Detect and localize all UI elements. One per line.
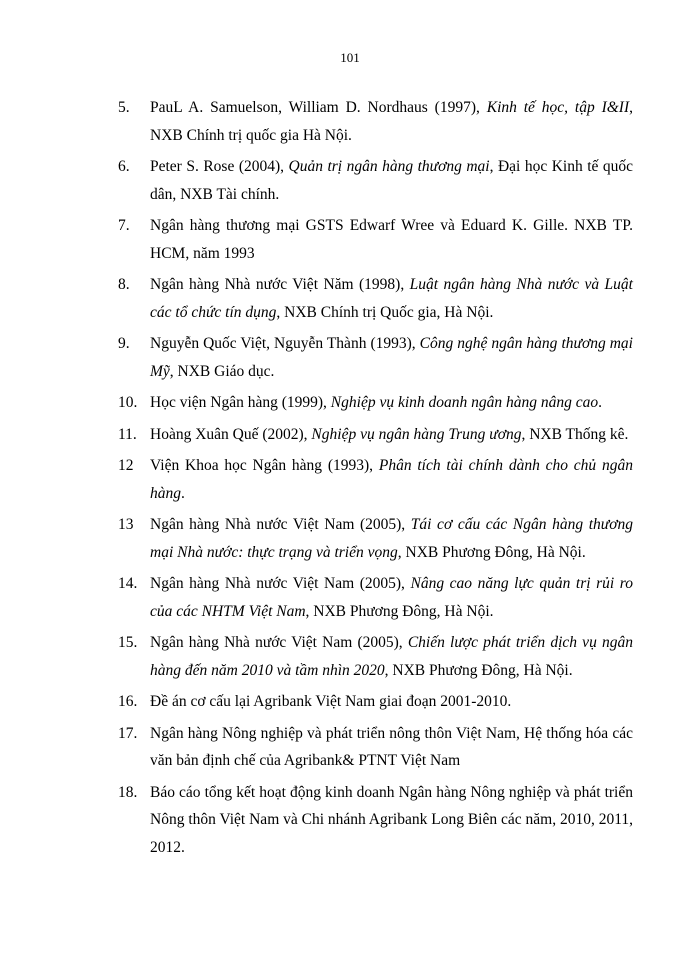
reference-text [150,784,633,856]
reference-segment: Ngân hàng Nhà nước Việt Nam (2005), [150,575,411,592]
reference-item [118,94,633,149]
reference-item [118,779,633,862]
reference-segment: , NXB Phương Đông, Hà Nội. [305,602,494,620]
reference-text [150,634,633,679]
reference-segment: PauL A. Samuelson, William D. Nordhaus (1997), [150,99,487,116]
reference-segment: , NXB Chính trị Quốc gia, Hà Nội. [276,303,494,321]
reference-item [118,629,633,684]
reference-text [150,693,511,710]
reference-segment: Ngân hàng Nhà nước Việt Nam (2005), [150,634,408,651]
page-number: 101 [340,50,360,65]
reference-number: 13 [118,516,134,533]
reference-number: 10. [118,394,138,411]
reference-number: 11. [118,425,137,443]
reference-title: Tái cơ cấu các Ngân hàng thương mại Nhà nước: thực trạng và triển vọng [150,516,633,561]
reference-title: Nâng cao năng lực quản trị rủi ro của các NHTM Việt Nam [150,575,633,620]
reference-segment: . [598,394,603,411]
reference-number: 14. [118,575,138,592]
reference-title: Chiến lược phát triển dịch vụ ngân hàng đến năm 2010 và tầm nhìn 2020 [150,634,633,679]
reference-text [150,426,628,443]
reference-text [150,394,602,411]
reference-segment: , NXB Phương Đông, Hà Nội. [384,661,573,679]
reference-item [118,212,633,267]
reference-item [118,688,633,716]
reference-segment: Peter S. Rose (2004), [150,158,289,175]
reference-title: Luật ngân hàng Nhà nước và Luật các tổ chức tín dụng [150,276,633,321]
reference-segment: Ngân hàng Nhà nước Việt Nam (2005), [150,516,411,533]
reference-item [118,570,633,625]
reference-segment: Học viện Ngân hàng (1999), [150,394,331,411]
reference-segment: Đề án cơ cấu lại Agribank Việt Nam giai đoạn 2001-2010. [150,693,512,710]
reference-segment: , NXB Chính trị quốc gia Hà Nội. [150,99,633,144]
reference-title: Nghiệp vụ kinh doanh ngân hàng nâng cao [330,394,599,411]
reference-text [150,516,633,561]
reference-number: 7. [118,217,130,234]
reference-item [118,511,633,566]
reference-item [118,389,633,417]
reference-item [118,271,633,326]
reference-segment: , Đại học Kinh tế quốc dân, NXB Tài chính. [150,158,633,203]
reference-number: 9. [118,335,130,352]
reference-text [150,335,633,380]
reference-segment: . [181,484,185,502]
reference-segment: , NXB Giáo dục. [169,362,275,380]
reference-segment: Báo cáo tổng kết hoạt động kinh doanh Ngân hàng Nông nghiệp và phát triển Nông thôn Việt Nam và Chi nhánh Agribank Long Biên các năm, 2010, 2011, 2012. [150,783,633,856]
reference-title: Kinh tế học, tập I&II [486,99,630,116]
reference-number: 18. [118,783,138,801]
reference-text [150,99,633,144]
reference-text [150,575,633,620]
reference-title: Công nghệ ngân hàng thương mại Mỹ [150,335,633,380]
reference-segment: Hoàng Xuân Quế (2002), [150,425,312,443]
reference-title: Nghiệp vụ ngân hàng Trung ương [311,425,522,443]
reference-number: 16. [118,693,138,710]
reference-text [150,217,633,262]
reference-segment: , NXB Phương Đông, Hà Nội. [397,543,586,561]
reference-segment: Ngân hàng Nông nghiệp và phát triển nông thôn Việt Nam, Hệ thống hóa các văn bản định chế của Agribank& PTNT Việt Nam [150,724,633,769]
reference-text [150,276,633,321]
reference-number: 6. [118,158,130,175]
reference-item [118,421,633,449]
reference-number: 5. [118,99,130,116]
reference-item [118,720,633,775]
reference-text [150,725,633,770]
reference-number: 8. [118,276,130,293]
reference-item [118,330,633,385]
reference-segment: , NXB Thống kê. [521,425,629,443]
reference-item [118,452,633,507]
reference-segment: Viện Khoa học Ngân hàng (1993), [150,457,379,474]
reference-title: Quản trị ngân hàng thương mại [288,158,490,175]
reference-list [118,94,633,865]
reference-number: 15. [118,634,138,651]
reference-number: 12 [118,457,134,474]
reference-title: Phân tích tài chính dành cho chủ ngân hàng [150,457,633,502]
reference-segment: Ngân hàng Nhà nước Việt Năm (1998), [150,276,410,293]
reference-number: 17. [118,724,138,742]
reference-segment: Nguyễn Quốc Việt, Nguyễn Thành (1993), [150,335,420,352]
reference-item [118,153,633,208]
reference-segment: Ngân hàng thương mại GSTS Edwarf Wree và Eduard K. Gille. NXB TP. HCM, năm 1993 [150,217,633,262]
reference-text [150,457,633,502]
reference-text [150,158,633,203]
